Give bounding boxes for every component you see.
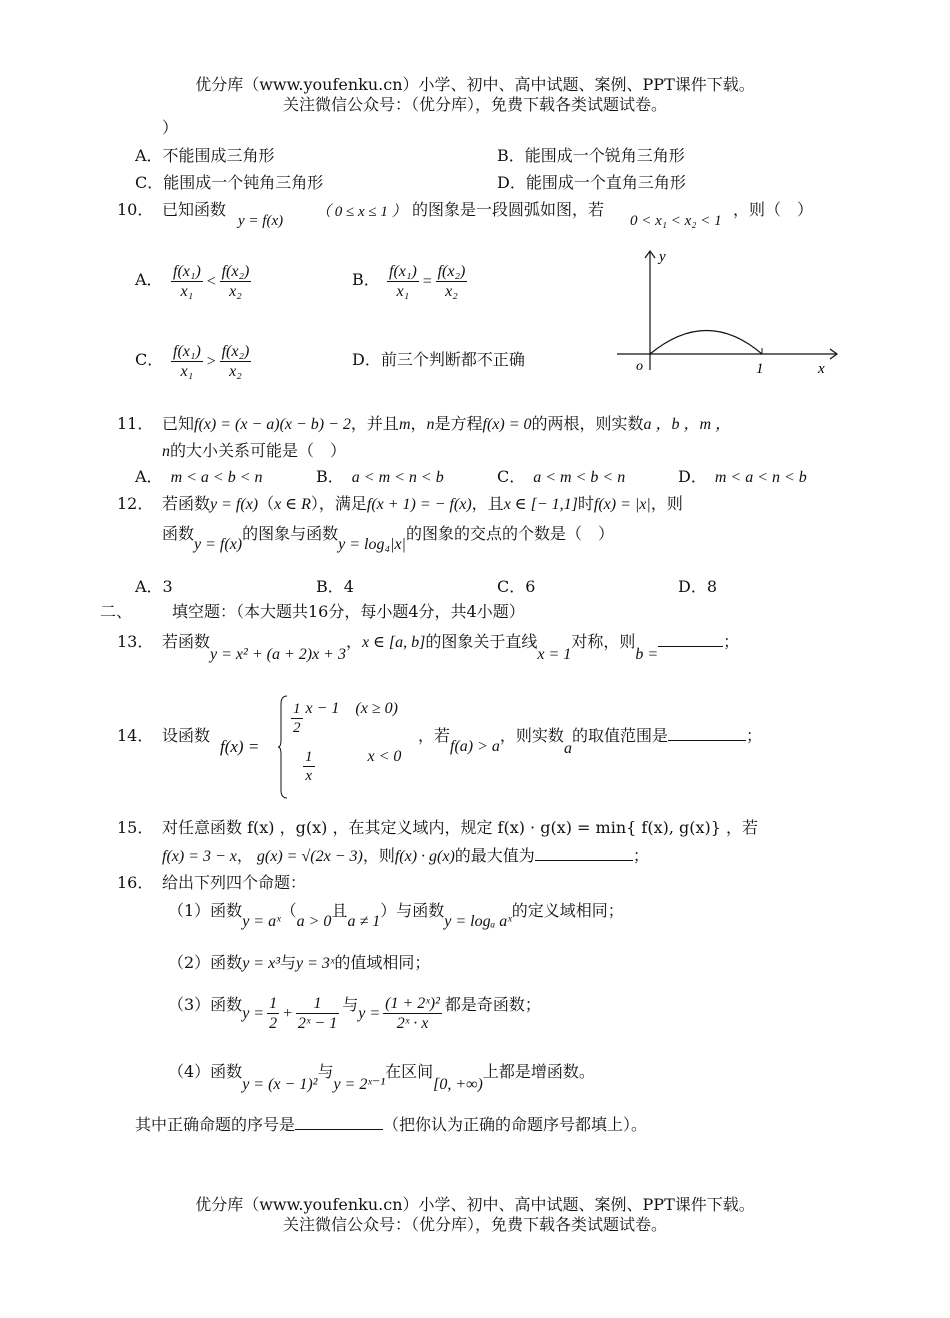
p1-cond-1: a > 0: [296, 913, 332, 930]
q10-option-d: D．前三个判断都不正确: [352, 350, 525, 369]
q15-line-2: [162, 846, 649, 866]
p1-log: y = logₐ aˣ: [444, 913, 512, 930]
value: a < m < n < b: [351, 469, 444, 486]
q10-condition: 0 < x₁ < x₂ < 1: [630, 213, 722, 229]
q15-line-1: 对任意函数 f(x) ，g(x) ，在其定义域内，规定 f(x) · g(x) = min{ f(x), g(x)} ，若: [162, 818, 759, 837]
q11-option-a: [135, 467, 263, 487]
q10-arc-graph: [612, 245, 848, 380]
q12-line-2: [162, 524, 614, 553]
q12-line-1: [162, 494, 683, 514]
q9-option-a: A．不能围成三角形: [135, 146, 275, 165]
q12-domain: x ∈ R: [274, 496, 311, 513]
q11-line-2-text: 的大小关系可能是（ ）: [170, 441, 347, 460]
label: D．: [678, 467, 707, 486]
q11-n-2: n: [162, 443, 170, 460]
t: ，则实数: [499, 726, 564, 745]
q16-proposition-3: [168, 994, 541, 1033]
q10-domain: （ 0 ≤ x ≤ 1 ）: [316, 204, 407, 220]
y-axis-label: y: [659, 249, 666, 265]
q11-text-4: 的两根，则实数: [531, 414, 644, 433]
t: ，: [345, 632, 362, 651]
q12-function-2: y = f(x): [194, 536, 243, 553]
q14-line: [418, 726, 762, 757]
q11-number: 11．: [117, 414, 154, 433]
t: （2）函数: [168, 953, 243, 972]
frac-num: f(x₁): [171, 342, 203, 362]
q14-case-2: [300, 748, 401, 785]
q12-function: y = f(x): [210, 496, 259, 513]
q11-function: f(x) = (x − a)(x − b) − 2: [194, 416, 351, 433]
p3-y: y =: [242, 1005, 265, 1023]
q10-option-c-expr: [168, 342, 254, 381]
t: ），满足: [310, 494, 367, 513]
q15-f: f(x) = 3 − x: [162, 848, 237, 865]
t: 对称，则: [571, 632, 636, 651]
q11-option-b: [316, 467, 444, 487]
p3-y-2: y =: [358, 1005, 381, 1023]
q13-domain: x ∈ [a, b]: [361, 634, 426, 651]
q13-function: y = x² + (a + 2)x + 3: [210, 646, 346, 663]
q16-proposition-1: [168, 901, 624, 930]
q16-answer-blank[interactable]: [295, 1115, 383, 1130]
x-axis-label: x: [818, 361, 825, 377]
frac-num: f(x₂): [220, 342, 252, 362]
t: （1）函数: [168, 901, 243, 920]
t: （: [258, 494, 275, 513]
q13-number: 13．: [117, 632, 154, 651]
label: C．: [497, 467, 526, 486]
q11-option-d: [678, 467, 807, 487]
header-line-2: 关注微信公众号：（优分库），免费下载各类试题试卷。: [282, 95, 667, 114]
t: （3）函数: [168, 995, 243, 1015]
q11-sep: ，: [410, 414, 427, 433]
q10-option-b-expr: [384, 262, 470, 301]
section-2-title: 填空题：（本大题共16分，每小题4分，共4小题）: [172, 602, 525, 621]
frac-num: (1 + 2ˣ)²: [383, 994, 442, 1014]
frac-num: 1: [305, 749, 313, 765]
t: （把你认为正确的命题序号都填上）。: [383, 1115, 648, 1134]
q14-fx: f(x) =: [220, 737, 260, 756]
q12-option-a: A．3: [135, 577, 173, 596]
q9-option-b: B．能围成一个锐角三角形: [497, 146, 685, 165]
t: 都是奇函数；: [444, 995, 541, 1015]
q12-option-c: C．6: [497, 577, 536, 596]
q16-number: 16．: [117, 873, 154, 892]
p1-func: y = aˣ: [242, 913, 281, 930]
q15-answer-blank[interactable]: [535, 846, 633, 861]
t: 时: [577, 494, 594, 513]
frac-num: f(x₂): [220, 262, 252, 282]
q14-case-1: [288, 700, 398, 737]
q14-text-1: 设函数: [162, 726, 211, 745]
q11-n: n: [426, 416, 435, 433]
t: 若函数: [162, 632, 211, 651]
t: ，且: [471, 494, 504, 513]
q11-line-1: [162, 414, 731, 434]
t: 的定义域相同；: [511, 901, 624, 920]
t: ，则: [362, 846, 395, 865]
q10-option-a-label: A．: [135, 270, 163, 289]
frac-den: x₁: [396, 283, 410, 301]
frac-den: 2ˣ · x: [396, 1015, 429, 1033]
rel: =: [421, 273, 433, 291]
q11-text-1: 已知: [162, 414, 195, 433]
value: a < m < b < n: [533, 469, 626, 486]
frac-den: x₁: [180, 363, 194, 381]
header-line-1: 优分库（www.youfenku.cn）小学、初中、高中试题、案例、PPT课件下载。: [195, 75, 755, 94]
footer-line-2: 关注微信公众号：（优分库），免费下载各类试题试卷。: [282, 1215, 667, 1234]
frac-den: 2: [269, 1015, 278, 1033]
p2-func-2: y = 3ˣ: [296, 955, 335, 972]
q14-case-2-expr: x < 0: [367, 748, 402, 765]
q12-option-b: B．4: [316, 577, 354, 596]
rel: >: [205, 353, 217, 371]
t: 与: [279, 953, 296, 972]
p2-func-1: y = x³: [242, 955, 280, 972]
p1-cond-2: a ≠ 1: [347, 913, 381, 930]
value: m < a < n < b: [714, 469, 807, 486]
plus: +: [282, 1005, 293, 1023]
q15-number: 15．: [117, 818, 154, 837]
q10-text-3: ，则（ ）: [733, 200, 814, 219]
frac-num: 1: [267, 994, 279, 1014]
frac-num: f(x₁): [387, 262, 419, 282]
frac-num: f(x₂): [436, 262, 468, 282]
t: 的图象与函数: [242, 524, 339, 543]
q11-line-2: [162, 441, 346, 461]
q14-number: 14．: [117, 726, 154, 745]
q11-option-c: [497, 467, 625, 487]
q10-number: 10．: [117, 200, 154, 219]
q11-text-2: ，并且: [350, 414, 399, 433]
q12-log: y = log₄|x|: [338, 536, 406, 553]
t: ；: [632, 846, 649, 865]
q12-abs: f(x) = |x|: [593, 496, 651, 513]
q11-m: m: [398, 416, 411, 433]
q12-interval: x ∈ [− 1,1]: [503, 496, 578, 513]
q9-option-c: C．能围成一个钝角三角形: [135, 173, 324, 192]
frac-den: x₂: [445, 283, 458, 301]
t: （4）函数: [168, 1062, 243, 1081]
label: B．: [316, 467, 344, 486]
q16-question: [135, 1115, 647, 1134]
frac-den: x₁: [180, 283, 194, 301]
t: 上都是增函数。: [482, 1062, 595, 1081]
section-2-number: 二、: [100, 602, 133, 621]
frac-num: 1: [296, 994, 339, 1014]
t: 的取值范围是: [571, 726, 668, 745]
q13-line: [162, 632, 740, 663]
q10-text-1: 已知函数: [162, 200, 227, 219]
frac-den: 2ˣ − 1: [297, 1015, 338, 1033]
q15-product: f(x) · g(x): [394, 848, 455, 865]
t: 且: [331, 901, 348, 920]
frac-num: 1: [293, 701, 301, 717]
p4-func-2: y = 2ˣ⁻¹: [333, 1076, 386, 1093]
t: 其中正确命题的序号是: [135, 1115, 296, 1134]
t: ，则: [650, 494, 683, 513]
q14-case-1-expr: x − 1 (x ≥ 0): [305, 700, 398, 717]
frac-num: f(x₁): [171, 262, 203, 282]
t: 函数: [162, 524, 195, 543]
q9-option-d: D．能围成一个直角三角形: [497, 173, 686, 192]
q16-intro: 给出下列四个命题：: [162, 873, 307, 892]
frac-den: x₂: [229, 283, 242, 301]
q10-text-2: 的图象是一段圆弧如图，若: [412, 200, 605, 219]
frac-den: 2: [293, 720, 301, 736]
q10-option-b-label: B．: [352, 270, 380, 289]
q14-answer-blank[interactable]: [668, 726, 746, 741]
q12-option-d: D．8: [678, 577, 718, 596]
frac-den: x₂: [229, 363, 242, 381]
t: ，: [236, 846, 253, 865]
one-label: 1: [756, 361, 764, 377]
q12-number: 12．: [117, 494, 154, 513]
q11-text-3: 是方程: [434, 414, 483, 433]
t: （: [280, 901, 297, 920]
t: 在区间: [385, 1062, 434, 1081]
origin-label: o: [636, 359, 643, 374]
frac-den: x: [305, 768, 313, 784]
rel: <: [205, 273, 217, 291]
q10-option-c-label: C．: [135, 350, 164, 369]
t: ，若: [418, 726, 451, 745]
t: 与: [317, 1062, 334, 1081]
footer-line-1: 优分库（www.youfenku.cn）小学、初中、高中试题、案例、PPT课件下载。: [195, 1195, 755, 1214]
q13-b: b =: [635, 646, 659, 663]
t: 与: [342, 995, 359, 1015]
circle-arc: [650, 331, 762, 355]
q12-condition: f(x + 1) = − f(x): [366, 496, 472, 513]
q11-vars: a ，b ，m ，: [643, 416, 732, 433]
t: 的值域相同；: [334, 953, 431, 972]
q10-option-a-expr: [168, 262, 254, 301]
q13-answer-blank[interactable]: [658, 632, 723, 647]
q9-tail: ）: [162, 118, 179, 137]
t: 若函数: [162, 494, 211, 513]
t: ；: [745, 726, 762, 745]
q16-proposition-4: [168, 1062, 595, 1093]
q13-line-x: x = 1: [537, 646, 572, 663]
t: 的最大值为: [454, 846, 535, 865]
t: ；: [723, 632, 740, 651]
q15-g: g(x) = √(2x − 3): [256, 848, 363, 865]
q10-function: y = f(x): [238, 213, 284, 229]
t: ）与函数: [380, 901, 445, 920]
value: m < a < b < n: [170, 469, 263, 486]
p4-interval: [0, +∞): [433, 1076, 483, 1093]
q11-equation: f(x) = 0: [482, 416, 532, 433]
p4-func-1: y = (x − 1)²: [242, 1076, 318, 1093]
t: 的图象的交点的个数是（ ）: [405, 524, 614, 543]
q16-proposition-2: [168, 953, 430, 973]
t: 的图象关于直线: [425, 632, 538, 651]
q14-condition: f(a) > a: [450, 738, 500, 755]
label: A．: [135, 467, 163, 486]
q14-a: a: [563, 740, 572, 757]
